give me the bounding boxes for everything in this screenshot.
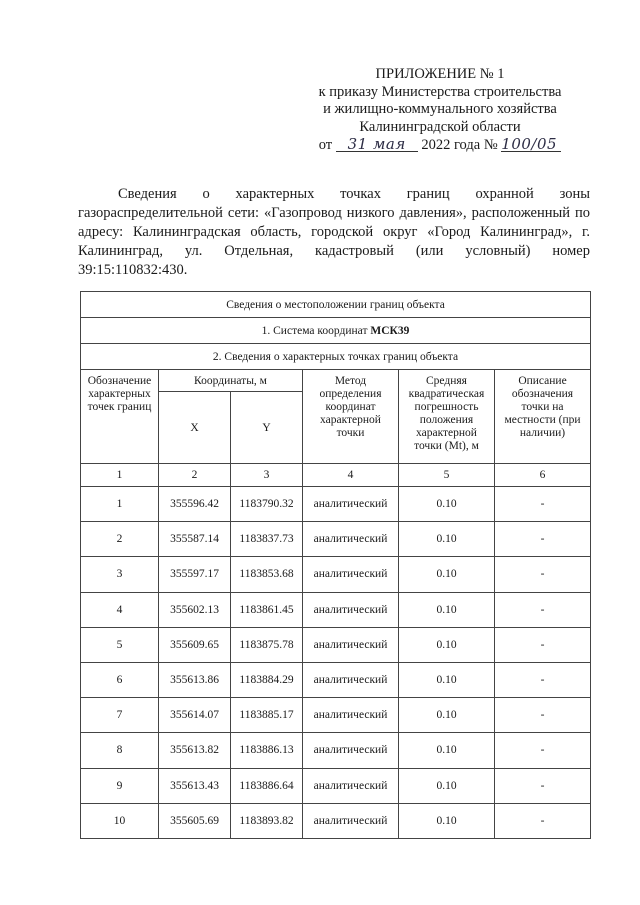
cell-coord-x: 355613.43 [159,768,231,803]
cell-point-number: 10 [81,803,159,838]
cell-point-number: 6 [81,662,159,697]
cell-description: - [495,557,591,592]
cell-coord-y: 1183837.73 [231,522,303,557]
cell-coord-x: 355602.13 [159,592,231,627]
coordinate-system-label: 1. Система координат [261,324,371,337]
cell-error: 0.10 [399,522,495,557]
cell-error: 0.10 [399,803,495,838]
cell-point-number: 3 [81,557,159,592]
cell-coord-y: 1183884.29 [231,662,303,697]
order-line-ministry: к приказу Министерства строительства [318,83,562,100]
cell-coord-y: 1183853.68 [231,557,303,592]
intro-paragraph: Сведения о характерных точках границ охранной зоны газораспределительной сети: «Газопровод низкого давления», расположенный по адресу: Калининградская область, городской округ «Город Калининград», г. Калининград, ул. Отдельная, кадастровый (или условный) номер 39:15:110832:430. [78,186,590,278]
table-row [81,733,591,768]
cell-coord-y: 1183886.13 [231,733,303,768]
cell-point-number: 2 [81,522,159,557]
order-line-housing: и жилищно-коммунального хозяйства [323,101,557,118]
cell-coord-y: 1183875.78 [231,627,303,662]
table-row [81,487,591,522]
cell-coord-y: 1183790.32 [231,487,303,522]
table-title: Сведения о местоположении границ объекта [81,292,591,318]
cell-point-number: 8 [81,733,159,768]
cell-error: 0.10 [399,557,495,592]
cell-method: аналитический [303,803,399,838]
cell-description: - [495,733,591,768]
cell-coord-x: 355613.86 [159,662,231,697]
appendix-header [300,66,580,155]
cell-description: - [495,592,591,627]
col-header-method: Метод определения координат характерной точки [303,370,399,464]
column-number: 6 [495,464,591,487]
date-year: 2022 года № [421,137,498,154]
col-header-x: X [159,392,231,464]
cell-coord-x: 355596.42 [159,487,231,522]
points-section-title: 2. Сведения о характерных точках границ объекта [81,344,591,370]
cell-description: - [495,662,591,697]
date-prefix: от [318,137,333,154]
cell-point-number: 1 [81,487,159,522]
table-row [81,522,591,557]
cell-point-number: 4 [81,592,159,627]
cell-error: 0.10 [399,733,495,768]
cell-error: 0.10 [399,592,495,627]
table-row [81,592,591,627]
cell-coord-x: 355609.65 [159,627,231,662]
column-number: 4 [303,464,399,487]
cell-method: аналитический [303,733,399,768]
cell-coord-x: 355614.07 [159,698,231,733]
coordinate-system-name: МСК39 [370,324,410,337]
column-number: 2 [159,464,231,487]
column-number: 3 [231,464,303,487]
cell-method: аналитический [303,768,399,803]
cell-error: 0.10 [399,768,495,803]
col-header-error: Средняя квадратическая погрешность положения характерной точки (Mt), м [399,370,495,464]
cell-description: - [495,803,591,838]
cell-description: - [495,698,591,733]
cell-method: аналитический [303,487,399,522]
cell-description: - [495,522,591,557]
col-header-y: Y [231,392,303,464]
handwritten-date: 31 мая [336,137,418,152]
cell-coord-y: 1183893.82 [231,803,303,838]
column-number: 1 [81,464,159,487]
column-number-row [81,464,591,487]
appendix-title: ПРИЛОЖЕНИЕ № 1 [375,66,505,82]
cell-method: аналитический [303,662,399,697]
cell-coord-y: 1183885.17 [231,698,303,733]
cell-point-number: 7 [81,698,159,733]
cell-coord-x: 355605.69 [159,803,231,838]
cell-point-number: 9 [81,768,159,803]
cell-method: аналитический [303,698,399,733]
table-row [81,627,591,662]
cell-error: 0.10 [399,698,495,733]
cell-description: - [495,768,591,803]
cell-coord-y: 1183886.64 [231,768,303,803]
cell-method: аналитический [303,627,399,662]
cell-description: - [495,627,591,662]
cell-coord-x: 355587.14 [159,522,231,557]
table-row [81,803,591,838]
cell-point-number: 5 [81,627,159,662]
cell-method: аналитический [303,592,399,627]
cell-coord-y: 1183861.45 [231,592,303,627]
column-number: 5 [399,464,495,487]
cell-error: 0.10 [399,487,495,522]
cell-method: аналитический [303,557,399,592]
cell-coord-x: 355597.17 [159,557,231,592]
table-row [81,698,591,733]
handwritten-order-number: 100/05 [501,137,561,152]
col-header-coords: Координаты, м [159,370,303,392]
cell-method: аналитический [303,522,399,557]
table-row [81,662,591,697]
order-line-region: Калининградской области [359,118,521,135]
cell-description: - [495,487,591,522]
coordinate-system [81,318,591,344]
order-date-line [300,137,580,155]
cell-error: 0.10 [399,662,495,697]
col-header-description: Описание обозначения точки на местности (при наличии) [495,370,591,464]
table-row [81,557,591,592]
boundary-points-table [80,291,591,839]
table-row [81,768,591,803]
cell-coord-x: 355613.82 [159,733,231,768]
col-header-designation: Обозначение характерных точек границ [81,370,159,464]
cell-error: 0.10 [399,627,495,662]
